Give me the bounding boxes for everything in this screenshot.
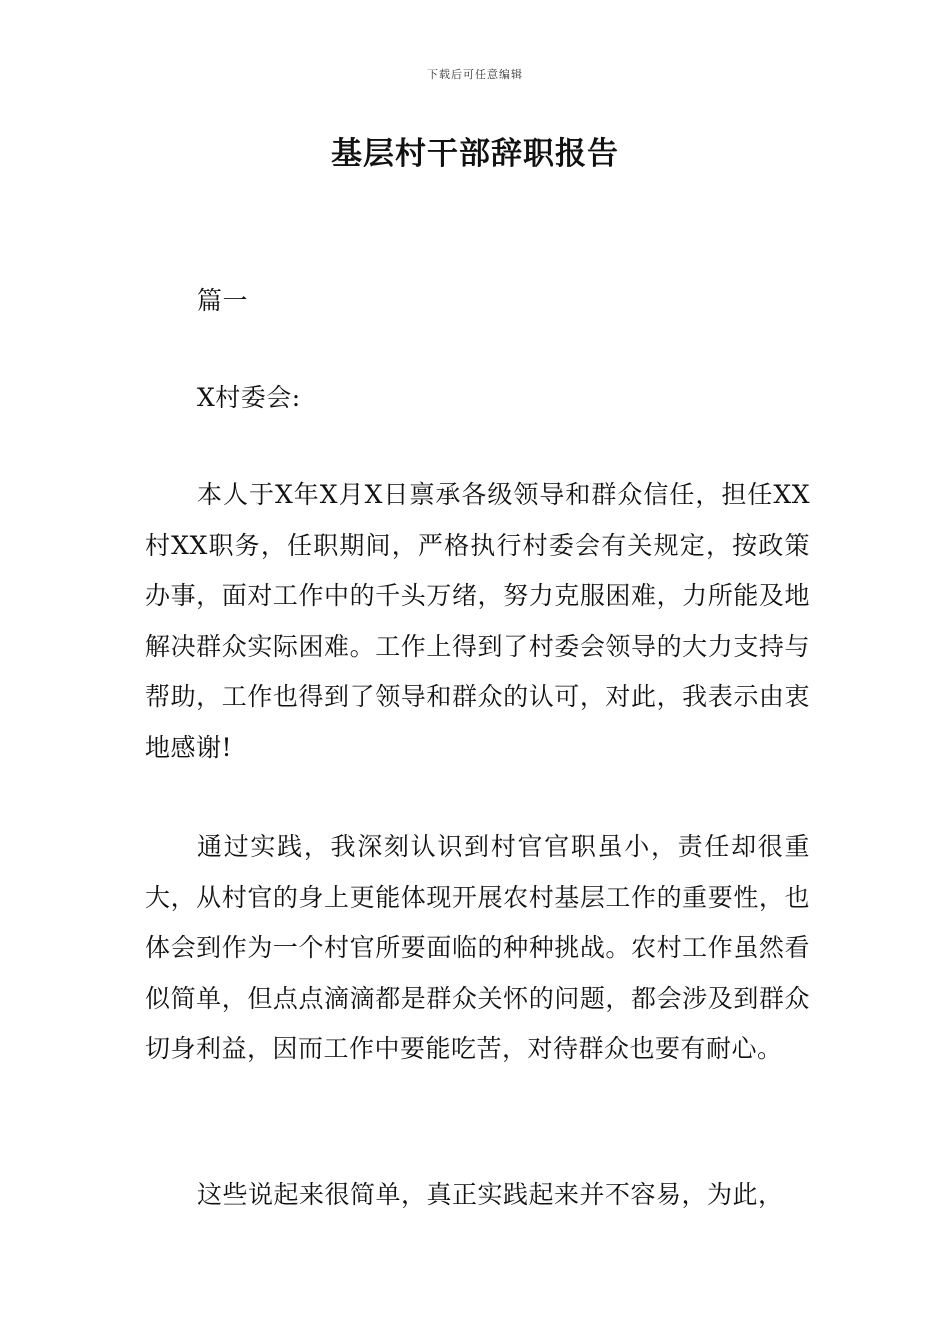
salutation: X村委会: [197,383,301,412]
section-label: 篇一 [197,286,249,315]
body-paragraph: 本人于X年X月X日禀承各级领导和群众信任，担任XX村XX职务，任职期间，严格执行村委会有关规定，按政策办事，面对工作中的千头万绪，努力克服困难，力所能及地解决群众实际困难。工作上得到了村委会领导的大力支持与帮助，工作也得到了领导和群众的认可，对此，我表示由衷地感谢! [145,480,810,762]
body-paragraph: 通过实践，我深刻认识到村官官职虽小，责任却很重大，从村官的身上更能体现开展农村基层工作的重要性，也体会到作为一个村官所要面临的种种挑战。农村工作虽然看似简单，但点点滴滴都是群众关怀的问题，都会涉及到群众切身利益，因而工作中要能吃苦，对待群众也要有耐心。 [145,832,810,1063]
header-note: 下载后可任意编辑 [427,68,523,81]
document-title: 基层村干部辞职报告 [331,136,619,172]
body-paragraph: 这些说起来很简单，真正实践起来并不容易，为此， [197,1180,784,1209]
